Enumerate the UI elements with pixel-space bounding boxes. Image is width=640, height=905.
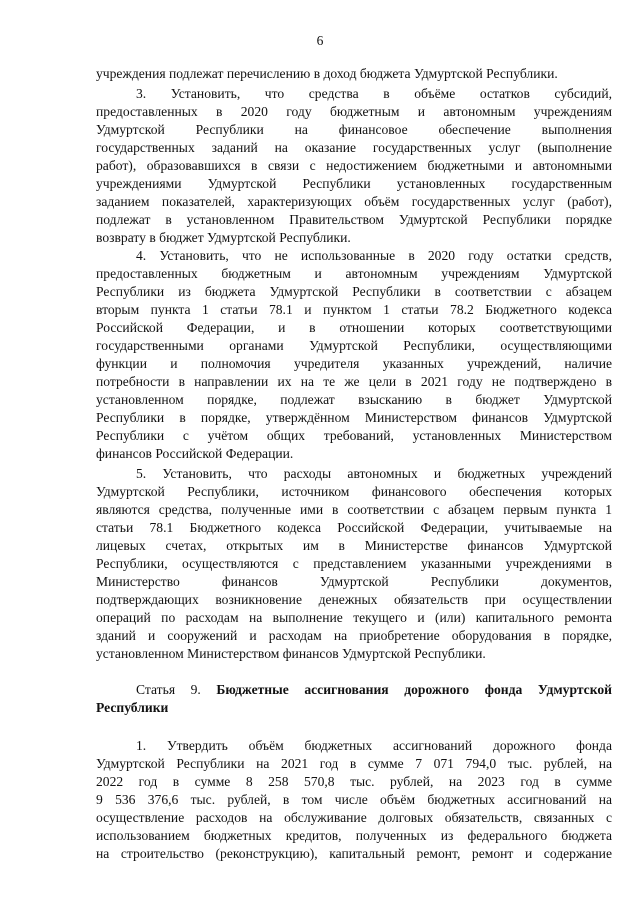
article-title-continued: Республики [96, 700, 169, 715]
paragraph-line: зданий и сооружений и расходам на приобретение оборудования в порядке, [96, 628, 612, 643]
paragraph-line: использованием бюджетных кредитов, полученных из федерального бюджета [96, 828, 612, 843]
paragraph-line: на строительство (реконструкцию), капитальный ремонт, ремонт и содержание [96, 846, 612, 861]
paragraph-line: Республики в порядке, утверждённом Министерством финансов Удмуртской [96, 410, 612, 425]
paragraph-line: 4. Установить, что не использованные в 2020 году остатки средств, [136, 248, 612, 263]
paragraph-line: предоставленных бюджетным и автономным учреждениям Удмуртской [96, 266, 612, 281]
paragraph-line: 9 536 376,6 тыс. рублей, в том числе объём бюджетных ассигнований на [96, 792, 612, 807]
paragraph-line: учреждениями Удмуртской Республики установленных государственным [96, 176, 612, 191]
paragraph-line: Российской Федерации, и в отношении которых соответствующими [96, 320, 612, 335]
paragraph-line: операций по расходам на выполнение текущего и (или) капитального ремонта [96, 610, 612, 625]
paragraph-line: Удмуртской Республики на финансовое обеспечение выполнения [96, 122, 612, 137]
paragraph-line: функции и полномочия учредителя указанных учреждений, наличие [96, 356, 612, 371]
page-number: 6 [316, 33, 324, 48]
paragraph-line: потребности в направлении их на те же цели в 2021 году не подтверждено в [96, 374, 612, 389]
paragraph-line: предоставленных в 2020 году бюджетным и автономным учреждениям [96, 104, 612, 119]
paragraph-line: государственных заданий на оказание государственных услуг (выполнение [96, 140, 612, 155]
paragraph-line: вторым пункта 1 статьи 78.1 и пунктом 1 статьи 78.2 Бюджетного кодекса [96, 302, 612, 317]
paragraph-line: установленном порядке, подлежат взысканию в бюджет Удмуртской [96, 392, 612, 407]
paragraph-line: работ), образовавшихся в связи с недостижением бюджетными и автономными [96, 158, 612, 173]
article-heading [136, 682, 612, 698]
paragraph-line: возврату в бюджет Удмуртской Республики. [96, 230, 351, 245]
paragraph-line: заданием показателей, характеризующих объём государственных услуг (работ), [96, 194, 612, 209]
article-number: Статья 9. [136, 682, 201, 697]
article-title: Бюджетные ассигнования дорожного фонда Удмуртской [216, 682, 612, 697]
paragraph-line: статьи 78.1 Бюджетного кодекса Российской Федерации, учитываемые на [96, 520, 612, 535]
paragraph-line: учреждения подлежат перечислению в доход бюджета Удмуртской Республики. [96, 66, 558, 81]
paragraph-line: Удмуртской Республики, источником финансового обеспечения которых [96, 484, 612, 499]
paragraph-line: Республики с учётом общих требований, установленных Министерством [96, 428, 612, 443]
paragraph-line: Удмуртской Республики на 2021 год в сумме 7 071 794,0 тыс. рублей, на [96, 756, 612, 771]
paragraph-line: установленном Министерством финансов Удмуртской Республики. [96, 646, 486, 661]
paragraph-line: 2022 год в сумме 8 258 570,8 тыс. рублей, на 2023 год в сумме [96, 774, 612, 789]
paragraph-line: подтверждающих возникновение денежных обязательств при осуществлении [96, 592, 612, 607]
paragraph-line: Республики из бюджета Удмуртской Республики в соответствии с абзацем [96, 284, 612, 299]
paragraph-line: 1. Утвердить объём бюджетных ассигнований дорожного фонда [136, 738, 612, 753]
paragraph-line: подлежат в установленном Правительством Удмуртской Республики порядке [96, 212, 612, 227]
paragraph-line: являются средства, полученные ими в соответствии с абзацем первым пункта 1 [96, 502, 612, 517]
paragraph-line: 3. Установить, что средства в объёме остатков субсидий, [136, 86, 612, 101]
paragraph-line: лицевых счетах, открытых им в Министерстве финансов Удмуртской [96, 538, 612, 553]
paragraph-line: финансов Российской Федерации. [96, 446, 294, 461]
paragraph-line: 5. Установить, что расходы автономных и бюджетных учреждений [136, 466, 612, 481]
paragraph-line: осуществление расходов на обслуживание долговых обязательств, связанных с [96, 810, 612, 825]
paragraph-line: государственными органами Удмуртской Республики, осуществляющими [96, 338, 612, 353]
paragraph-line: Республики, осуществляются с представлением указанными учреждениями в [96, 556, 612, 571]
paragraph-line: Министерство финансов Удмуртской Республики документов, [96, 574, 612, 589]
